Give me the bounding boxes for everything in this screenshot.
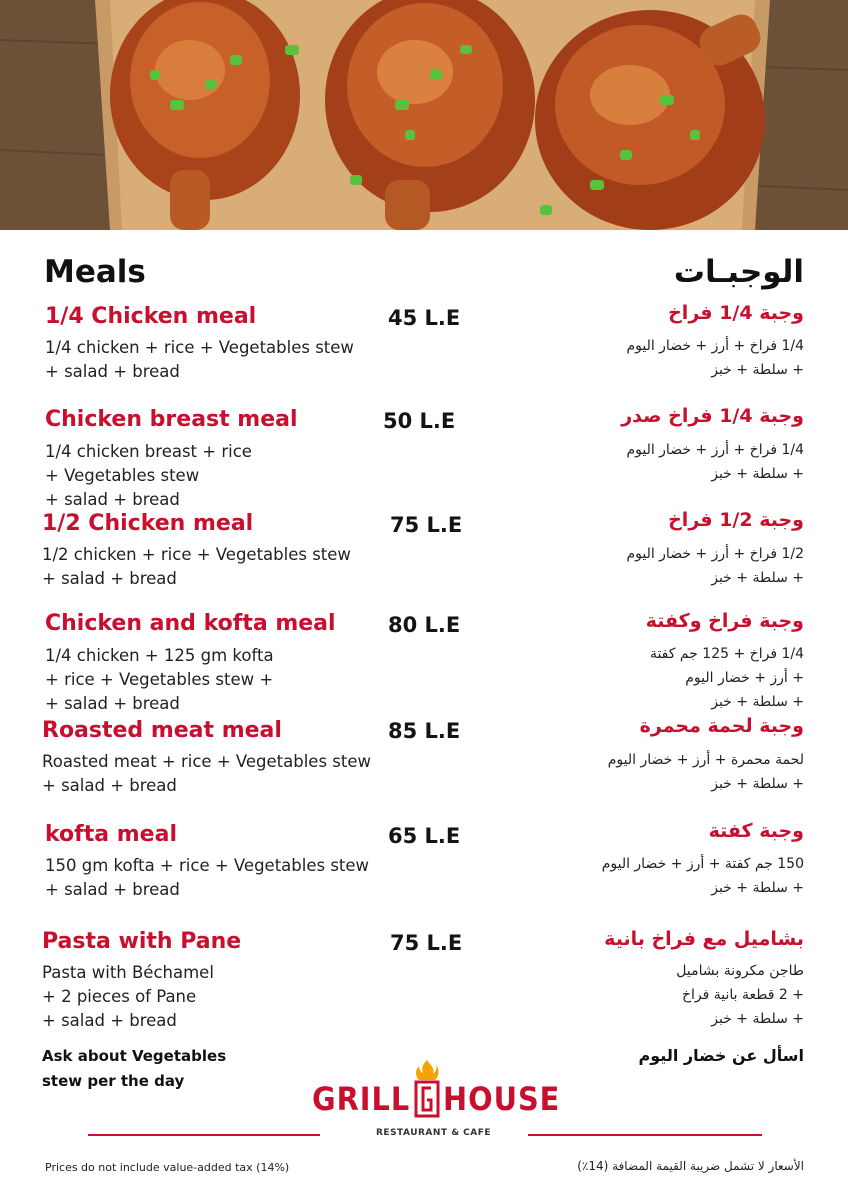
description-line: + salad + bread: [42, 569, 177, 588]
grilled-chicken-illustration: [0, 0, 848, 230]
item-price: 80 L.E: [388, 613, 461, 637]
item-description-en: [45, 854, 369, 902]
description-line: + 2 pieces of Pane: [42, 987, 197, 1006]
description-line: لحمة محمرة + أرز + خضار اليوم: [607, 752, 804, 768]
description-line: Roasted meat + rice + Vegetables stew: [42, 752, 372, 771]
description-line: + سلطة + خبز: [711, 776, 804, 792]
description-line: 150 جم كفتة + أرز + خضار اليوم: [601, 856, 804, 872]
note-line: Ask about Vegetables: [42, 1047, 227, 1065]
description-line: + سلطة + خبز: [711, 880, 804, 896]
description-line: 1/4 فراخ + أرز + خضار اليوم: [626, 442, 804, 458]
description-line: + salad + bread: [45, 490, 180, 509]
description-line: 1/4 chicken + rice + Vegetables stew: [45, 338, 354, 357]
grill-house-logo: [312, 1058, 561, 1142]
description-line: + 2 قطعة بانية فراخ: [681, 987, 804, 1003]
description-line: + rice + Vegetables stew +: [45, 670, 274, 689]
description-line: + salad + bread: [45, 694, 180, 713]
section-title-ar: الوجبـات: [673, 254, 804, 290]
description-line: + سلطة + خبز: [711, 694, 804, 710]
item-title-en: Pasta with Pane: [42, 929, 242, 954]
item-title-ar: وجبة فراخ وكفتة: [645, 610, 804, 632]
description-line: + salad + bread: [45, 880, 180, 899]
item-title-en: 1/4 Chicken meal: [45, 304, 257, 329]
vegetables-note-ar: اسأل عن خضار اليوم: [638, 1046, 804, 1065]
description-line: طاجن مكرونة بشاميل: [676, 963, 804, 979]
item-price: 75 L.E: [390, 513, 463, 537]
description-line: 1/4 فراخ + أرز + خضار اليوم: [626, 338, 804, 354]
item-price: 45 L.E: [388, 306, 461, 330]
description-line: 1/4 فراخ + 125 جم كفتة: [649, 646, 804, 662]
item-description-en: [45, 644, 274, 716]
description-line: 1/4 chicken + 125 gm kofta: [45, 646, 274, 665]
item-title-en: 1/2 Chicken meal: [42, 511, 254, 536]
description-line: + سلطة + خبز: [711, 570, 804, 586]
tax-notice-ar: الأسعار لا تشمل ضريبة القيمة المضافة (14٪): [577, 1159, 804, 1173]
description-line: 1/2 chicken + rice + Vegetables stew: [42, 545, 351, 564]
item-title-en: Roasted meat meal: [42, 718, 282, 743]
item-title-en: kofta meal: [45, 822, 177, 847]
item-price: 85 L.E: [388, 719, 461, 743]
divider-right: [528, 1134, 762, 1136]
section-title-en: Meals: [44, 254, 146, 290]
item-title-en: Chicken breast meal: [45, 407, 298, 432]
description-line: Pasta with Béchamel: [42, 963, 214, 982]
description-line: + Vegetables stew: [45, 466, 200, 485]
note-line: stew per the day: [42, 1072, 185, 1090]
item-description-ar: [608, 748, 804, 796]
item-price: 75 L.E: [390, 931, 463, 955]
item-title-ar: وجبة 1/4 فراخ صدر: [621, 405, 804, 427]
flame-icon: [413, 1058, 441, 1118]
item-description-ar: [650, 642, 804, 714]
item-price: 50 L.E: [383, 409, 456, 433]
hero-photo: [0, 0, 848, 230]
description-line: + salad + bread: [42, 1011, 177, 1030]
logo-word-house: HOUSE: [443, 1080, 561, 1118]
item-title-ar: وجبة كفتة: [708, 820, 804, 842]
description-line: 1/2 فراخ + أرز + خضار اليوم: [626, 546, 804, 562]
description-line: 1/4 chicken breast + rice: [45, 442, 252, 461]
divider-left: [88, 1134, 320, 1136]
description-line: + أرز + خضار اليوم: [685, 670, 804, 686]
item-title-ar: وجبة 1/4 فراخ: [668, 302, 804, 324]
item-title-ar: بشاميل مع فراخ بانية: [604, 928, 804, 950]
item-description-en: [42, 543, 351, 591]
description-line: + سلطة + خبز: [711, 1011, 804, 1027]
item-price: 65 L.E: [388, 824, 461, 848]
item-description-en: [42, 961, 214, 1033]
item-description-ar: [676, 959, 804, 1031]
item-description-ar: [626, 542, 804, 590]
description-line: 150 gm kofta + rice + Vegetables stew: [45, 856, 370, 875]
item-description-ar: [626, 334, 804, 382]
item-description-en: [45, 336, 354, 384]
drumstick-3: [535, 9, 766, 230]
description-line: + salad + bread: [45, 362, 180, 381]
item-title-en: Chicken and kofta meal: [45, 611, 336, 636]
description-line: + سلطة + خبز: [711, 362, 804, 378]
item-title-ar: وجبة لحمة محمرة: [639, 715, 804, 737]
item-description-ar: [602, 852, 804, 900]
logo-word-grill: GRILL: [312, 1080, 411, 1118]
description-line: + سلطة + خبز: [711, 466, 804, 482]
tax-notice-en: Prices do not include value-added tax (14%): [45, 1161, 290, 1174]
item-description-en: [42, 750, 371, 798]
item-description-en: [45, 440, 252, 512]
logo-subtitle: RESTAURANT & CAFE: [376, 1128, 492, 1138]
vegetables-note-en: [42, 1044, 226, 1094]
description-line: + salad + bread: [42, 776, 177, 795]
item-title-ar: وجبة 1/2 فراخ: [668, 509, 804, 531]
item-description-ar: [626, 438, 804, 486]
